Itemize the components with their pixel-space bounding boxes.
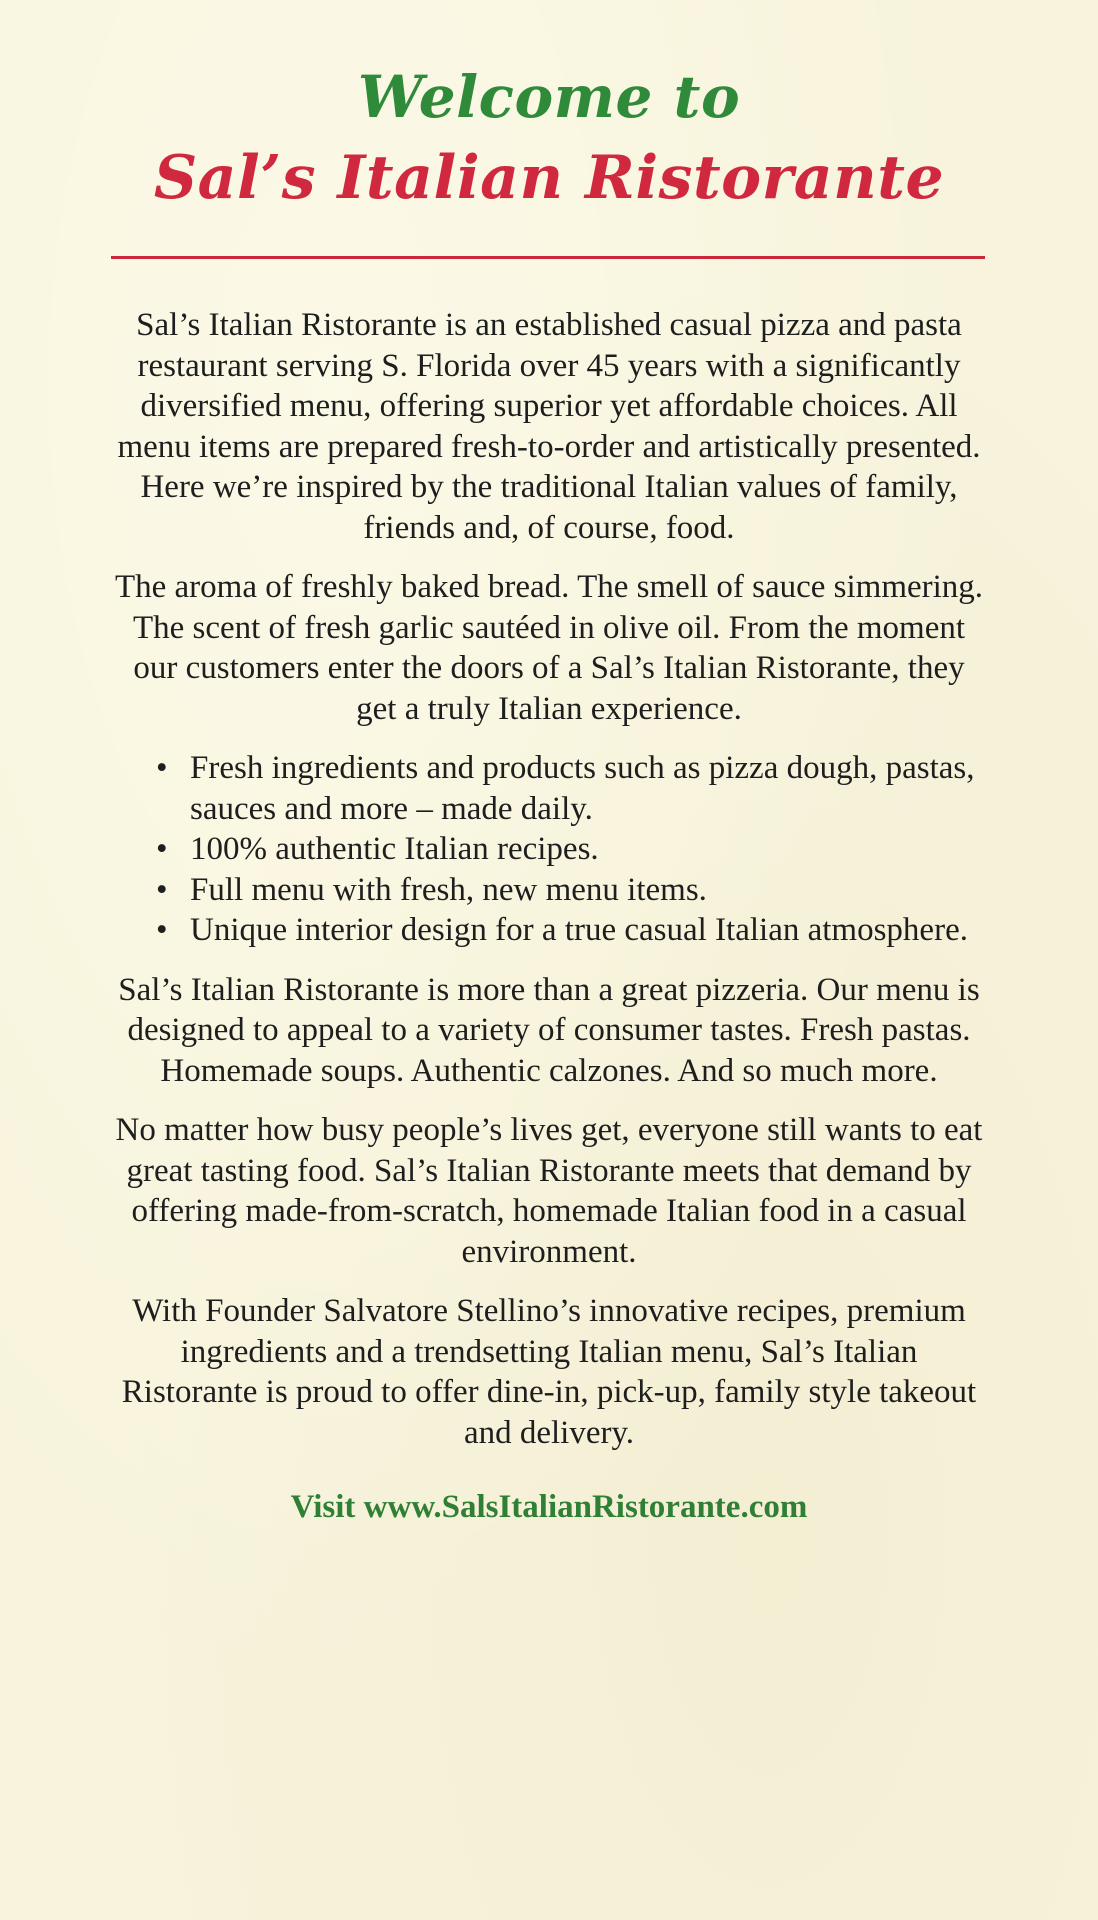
- list-item-text: 100% authentic Italian recipes.: [190, 831, 599, 867]
- list-item: [156, 870, 988, 911]
- bullet-icon: •: [156, 912, 168, 948]
- founder-paragraph: With Founder Salvatore Stellino’s innovative recipes, premium ingredients and a trendsetting Italian menu, Sal’s Italian Ristorante is proud to offer dine-in, pick-up, family style takeout and delivery.: [121, 1293, 977, 1451]
- bullet-icon: •: [156, 871, 168, 908]
- features-list: [110, 748, 988, 951]
- list-item: [156, 829, 988, 870]
- intro-paragraph: Sal’s Italian Ristorante is an established casual pizza and pasta restaurant serving S. Florida over 45 years with a significantly diversified menu, offering superior yet affordable choices. All menu items are prepared fresh-to-order and artistically presented. Here we’re inspired by the traditional Italian values of family, friends and, of course, food.: [117, 307, 981, 546]
- website-link[interactable]: Visit www.SalsItalianRistorante.com: [290, 1489, 808, 1525]
- header-divider: [111, 256, 985, 259]
- busy-lives-paragraph: No matter how busy people’s lives get, everyone still wants to eat great tasting food. Sal’s Italian Ristorante meets that demand by offering made-from-scratch, homemade Italian food in a casual environment.: [115, 1112, 983, 1270]
- bullet-icon: •: [156, 750, 168, 786]
- list-item: [156, 748, 988, 829]
- restaurant-name-heading: Sal’s Italian Ristorante: [153, 143, 945, 213]
- aroma-paragraph: The aroma of freshly baked bread. The smell of sauce simmering. The scent of fresh garlic sautéed in olive oil. From the moment our customers enter the doors of a Sal’s Italian Ristorante, they get a truly Italian experience.: [114, 569, 984, 727]
- body-content: [110, 305, 988, 1547]
- list-item-text: Unique interior design for a true casual Italian atmosphere.: [190, 912, 968, 948]
- welcome-heading: Welcome to: [357, 63, 741, 131]
- list-item-text: Fresh ingredients and products such as pizza dough, pastas, sauces and more – made daily.: [190, 750, 975, 827]
- header: [0, 58, 1098, 220]
- list-item-text: Full menu with fresh, new menu items.: [190, 871, 707, 908]
- list-item: [156, 910, 988, 951]
- menu-paragraph: Sal’s Italian Ristorante is more than a great pizzeria. Our menu is designed to appeal to a variety of consumer tastes. Fresh pastas. Homemade soups. Authentic calzones. And so much more.: [118, 971, 980, 1089]
- bullet-icon: •: [156, 831, 168, 867]
